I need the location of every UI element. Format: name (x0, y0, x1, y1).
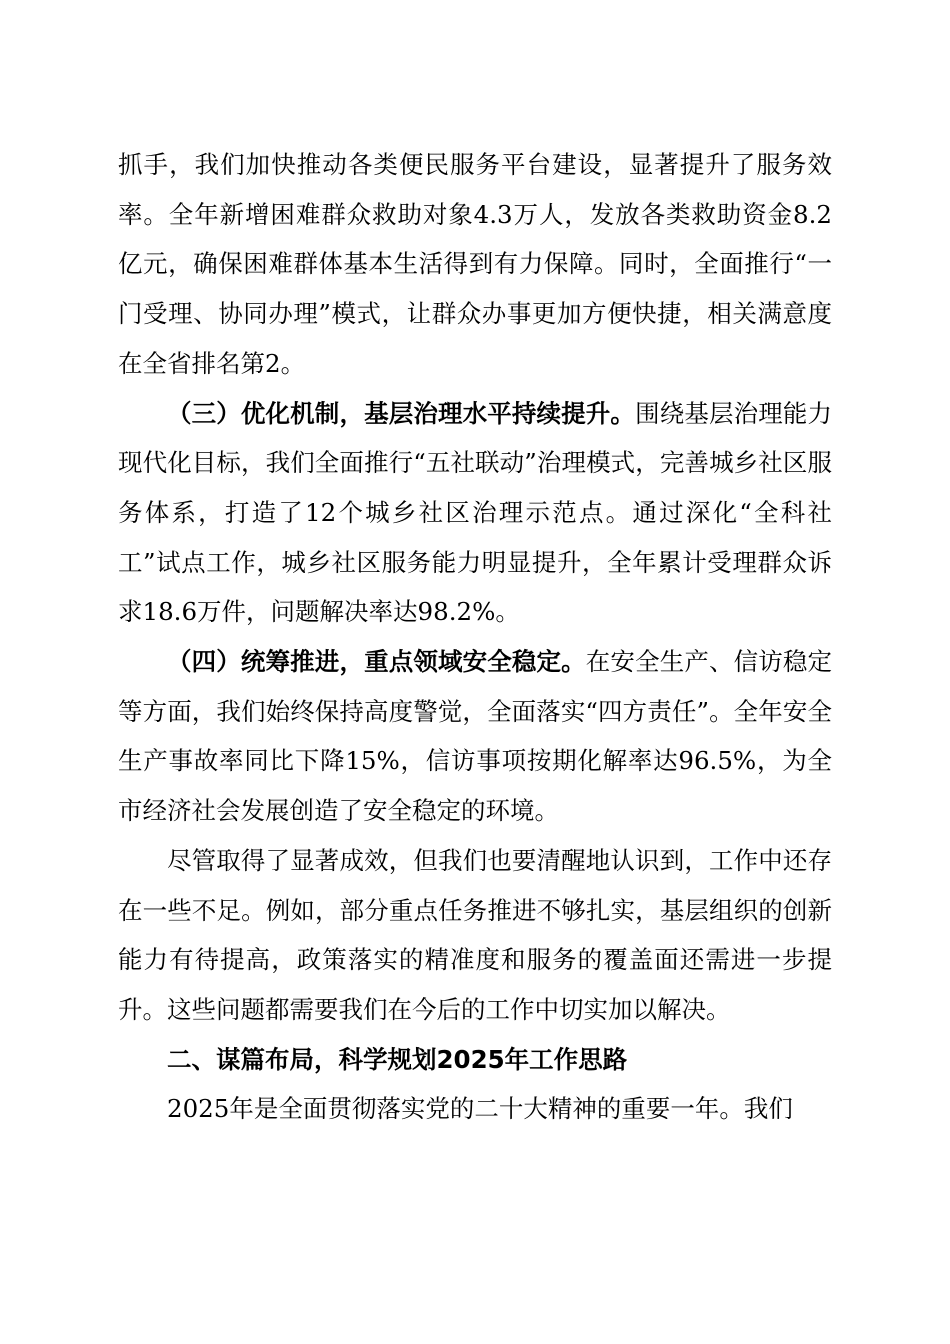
paragraph-service-efficiency (118, 140, 832, 389)
paragraph-grassroots-governance (118, 389, 832, 638)
paragraph-text: 尽管取得了显著成效，但我们也要清醒地认识到，工作中还存在一些不足。例如，部分重点任务推进不够扎实，基层组织的创新能力有待提高，政策落实的精准度和服务的覆盖面还需进一步提升。这些问题都需要我们在今后的工作中切实加以解决。 (118, 845, 832, 1024)
section-heading-two: 二、谋篇布局，科学规划2025年工作思路 (167, 1044, 628, 1074)
paragraph-text: 2025年是全面贯彻落实党的二十大精神的重要一年。我们 (167, 1094, 793, 1124)
paragraph-2025-intro (118, 1084, 832, 1134)
paragraph-safety-stability (118, 637, 832, 836)
paragraph-shortcomings (118, 836, 832, 1035)
subsection-heading-four: （四）统筹推进，重点领域安全稳定。 (167, 647, 586, 677)
paragraph-text: 抓手，我们加快推动各类便民服务平台建设，显著提升了服务效率。全年新增困难群众救助对象4.3万人，发放各类救助资金8.2亿元，确保困难群体基本生活得到有力保障。同时，全面推行“一门受理、协同办理”模式，让群众办事更加方便快捷，相关满意度在全省排名第2。 (118, 150, 832, 378)
paragraph-text: 在安全生产、信访稳定等方面，我们始终保持高度警觉，全面落实“四方责任”。全年安全生产事故率同比下降15%，信访事项按期化解率达96.5%，为全市经济社会发展创造了安全稳定的环境。 (118, 647, 833, 826)
document-page (118, 140, 832, 1134)
subsection-heading-three: （三）优化机制，基层治理水平持续提升。 (167, 398, 636, 428)
paragraph-text: 围绕基层治理能力现代化目标，我们全面推行“五社联动”治理模式，完善城乡社区服务体系，打造了12个城乡社区治理示范点。通过深化“全科社工”试点工作，城乡社区服务能力明显提升，全年累计受理群众诉求18.6万件，问题解决率达98.2%。 (118, 398, 833, 627)
